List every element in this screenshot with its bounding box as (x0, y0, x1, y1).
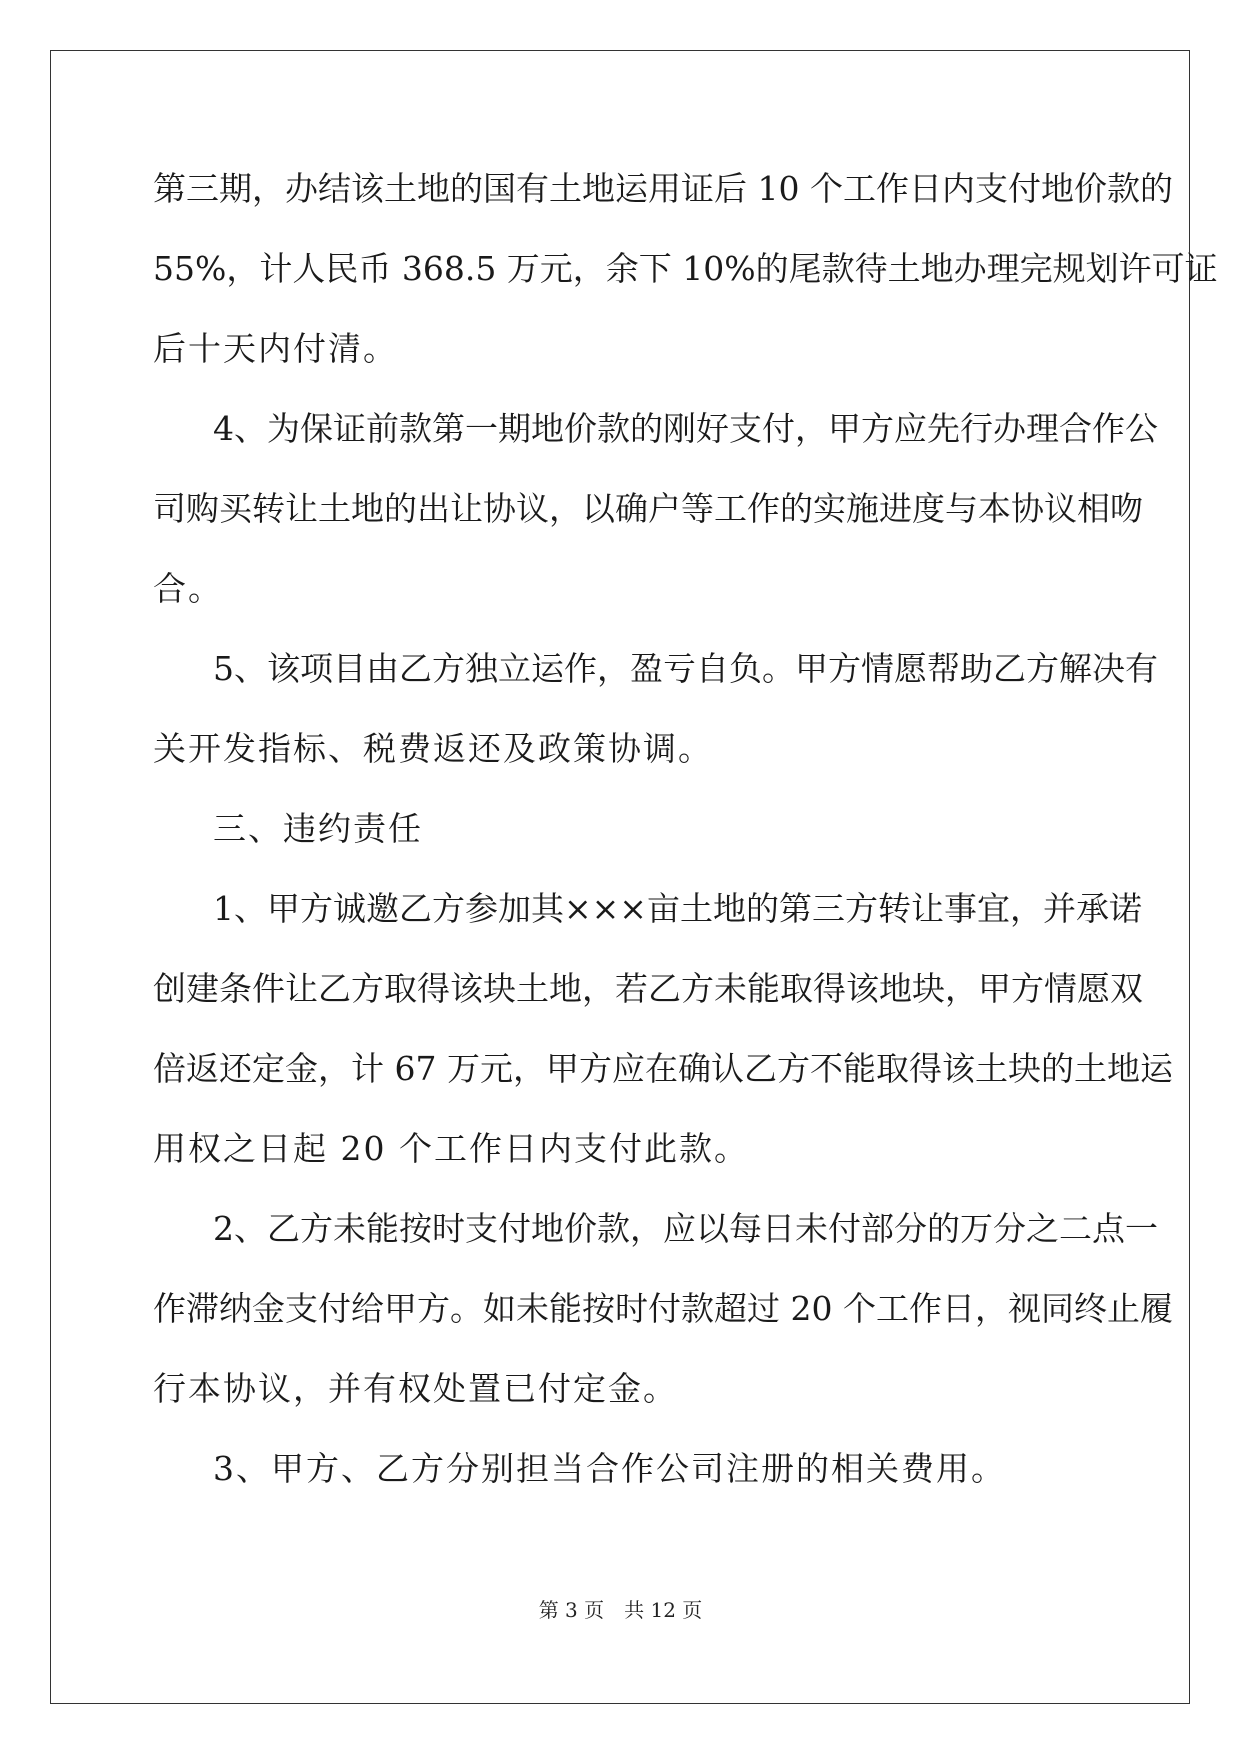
body-line: 2、乙方未能按时支付地价款，应以每日未付部分的万分之二点一 (213, 1209, 1158, 1248)
page-total: 共 12 页 (624, 1598, 703, 1622)
body-line: 5、该项目由乙方独立运作，盈亏自负。甲方情愿帮助乙方解决有 (213, 649, 1158, 688)
body-line: 第三期，办结该土地的国有土地运用证后 10 个工作日内支付地价款的 (153, 169, 1173, 208)
page-footer (0, 1598, 1241, 1622)
body-line: 创建条件让乙方取得该块土地，若乙方未能取得该地块，甲方情愿双 (153, 969, 1143, 1008)
body-line: 司购买转让土地的出让协议，以确户等工作的实施进度与本协议相吻 (153, 489, 1143, 528)
body-line: 关开发指标、税费返还及政策协调。 (153, 729, 713, 768)
section-heading: 三、违约责任 (213, 809, 423, 848)
page-number: 第 3 页 (538, 1598, 605, 1622)
body-line: 倍返还定金，计 67 万元，甲方应在确认乙方不能取得该土块的土地运 (153, 1049, 1173, 1088)
body-line: 55%，计人民币 368.5 万元，余下 10%的尾款待土地办理完规划许可证 (153, 249, 1218, 288)
body-line: 作滞纳金支付给甲方。如未能按时付款超过 20 个工作日，视同终止履 (153, 1289, 1173, 1328)
body-line: 后十天内付清。 (153, 329, 398, 368)
body-line: 行本协议，并有权处置已付定金。 (153, 1369, 678, 1408)
body-line: 3、甲方、乙方分别担当合作公司注册的相关费用。 (213, 1449, 1006, 1488)
body-line: 合。 (153, 569, 223, 608)
body-line: 1、甲方诚邀乙方参加其×××亩土地的第三方转让事宜，并承诺 (213, 889, 1142, 928)
body-line: 用权之日起 20 个工作日内支付此款。 (153, 1129, 749, 1168)
body-line: 4、为保证前款第一期地价款的刚好支付，甲方应先行办理合作公 (213, 409, 1158, 448)
